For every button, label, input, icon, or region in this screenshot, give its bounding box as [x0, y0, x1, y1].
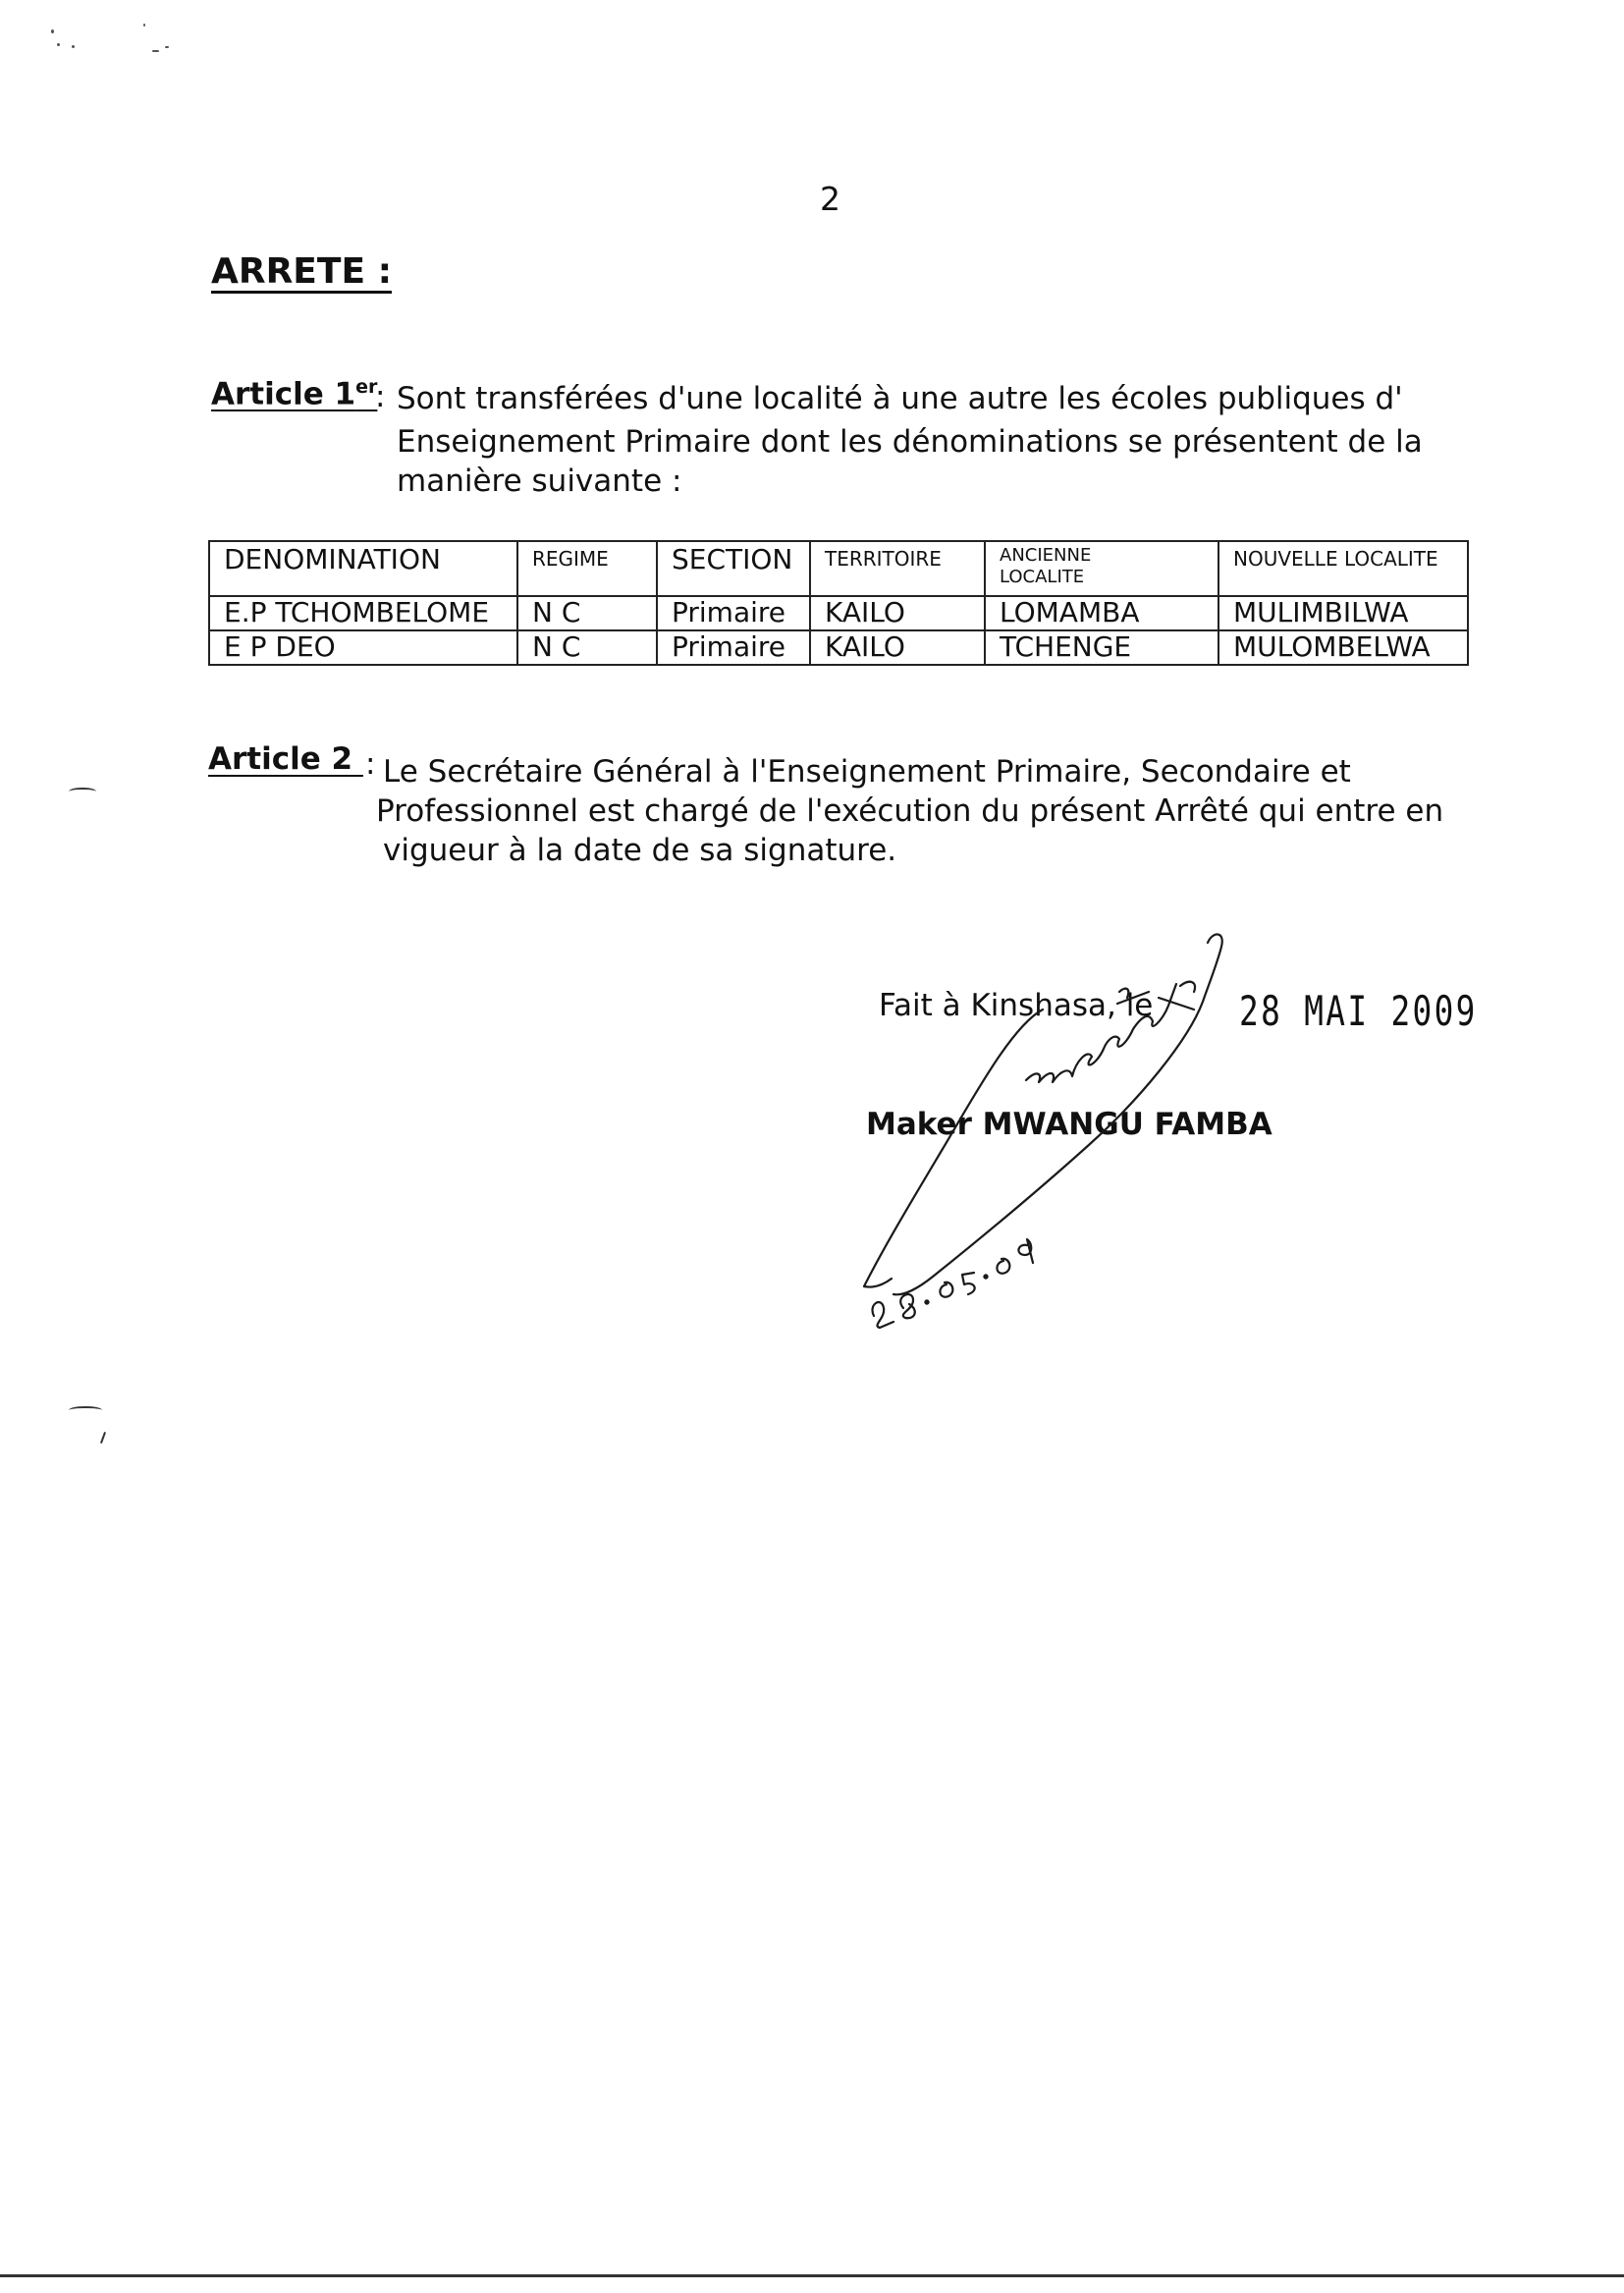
scan-speck — [72, 45, 75, 48]
page-number: 2 — [820, 180, 840, 218]
table-cell: MULOMBELWA — [1218, 630, 1468, 665]
article-2-text-line: Professionnel est chargé de l'exécution du présent Arrêté qui entre en — [376, 793, 1444, 829]
table-header: DENOMINATION — [209, 541, 517, 596]
table-cell: E P DEO — [209, 630, 517, 665]
table-cell: MULIMBILWA — [1218, 596, 1468, 630]
article-1-colon: : — [375, 379, 386, 414]
scan-speck — [165, 46, 169, 48]
margin-mark — [69, 1406, 102, 1414]
decree-heading: ARRETE : — [211, 251, 392, 292]
table-header: REGIME — [517, 541, 657, 596]
place-and-date: Fait à Kinshasa, le — [879, 988, 1154, 1023]
article-1-text-line: manière suivante : — [397, 464, 682, 499]
article-2-text-line: Le Secrétaire Général à l'Enseignement Primaire, Secondaire et — [383, 754, 1351, 790]
table-cell: Primaire — [657, 596, 810, 630]
article-1-label-text: Article 1 — [211, 376, 356, 412]
table-header — [985, 541, 1218, 596]
scan-speck — [152, 50, 159, 52]
margin-mark — [69, 788, 96, 795]
table-cell: KAILO — [810, 596, 985, 630]
table-header: TERRITOIRE — [810, 541, 985, 596]
page-bottom-rule — [0, 2274, 1624, 2277]
table-row — [209, 596, 1468, 630]
table-cell: N C — [517, 596, 657, 630]
scan-speck — [51, 29, 54, 33]
table-header: NOUVELLE LOCALITE — [1218, 541, 1468, 596]
table-header: SECTION — [657, 541, 810, 596]
article-2-colon: : — [365, 746, 376, 782]
stamped-date: 28 MAI 2009 — [1239, 987, 1478, 1035]
article-1-label — [211, 376, 377, 411]
table-header-text: ANCIENNE LOCALITE — [1000, 545, 1092, 587]
table-cell: Primaire — [657, 630, 810, 665]
table-header-row — [209, 541, 1468, 596]
article-2-label: Article 2 — [208, 741, 363, 777]
handwritten-signature — [825, 923, 1296, 1336]
scan-speck — [57, 43, 60, 46]
school-transfer-table — [208, 540, 1469, 666]
table-cell: LOMAMBA — [985, 596, 1218, 630]
scan-speck — [143, 24, 145, 27]
margin-tick — [100, 1432, 106, 1444]
article-1-label-sup: er — [355, 376, 378, 398]
article-1-text-line: Sont transférées d'une localité à une autre les écoles publiques d' — [397, 381, 1403, 416]
table-row — [209, 630, 1468, 665]
table-cell: N C — [517, 630, 657, 665]
table-cell: TCHENGE — [985, 630, 1218, 665]
table-cell: E.P TCHOMBELOME — [209, 596, 517, 630]
signatory-name: Maker MWANGU FAMBA — [866, 1107, 1272, 1142]
article-1-text-line: Enseignement Primaire dont les dénominations se présentent de la — [397, 424, 1423, 460]
article-2-text-line: vigueur à la date de sa signature. — [383, 833, 897, 868]
table-cell: KAILO — [810, 630, 985, 665]
